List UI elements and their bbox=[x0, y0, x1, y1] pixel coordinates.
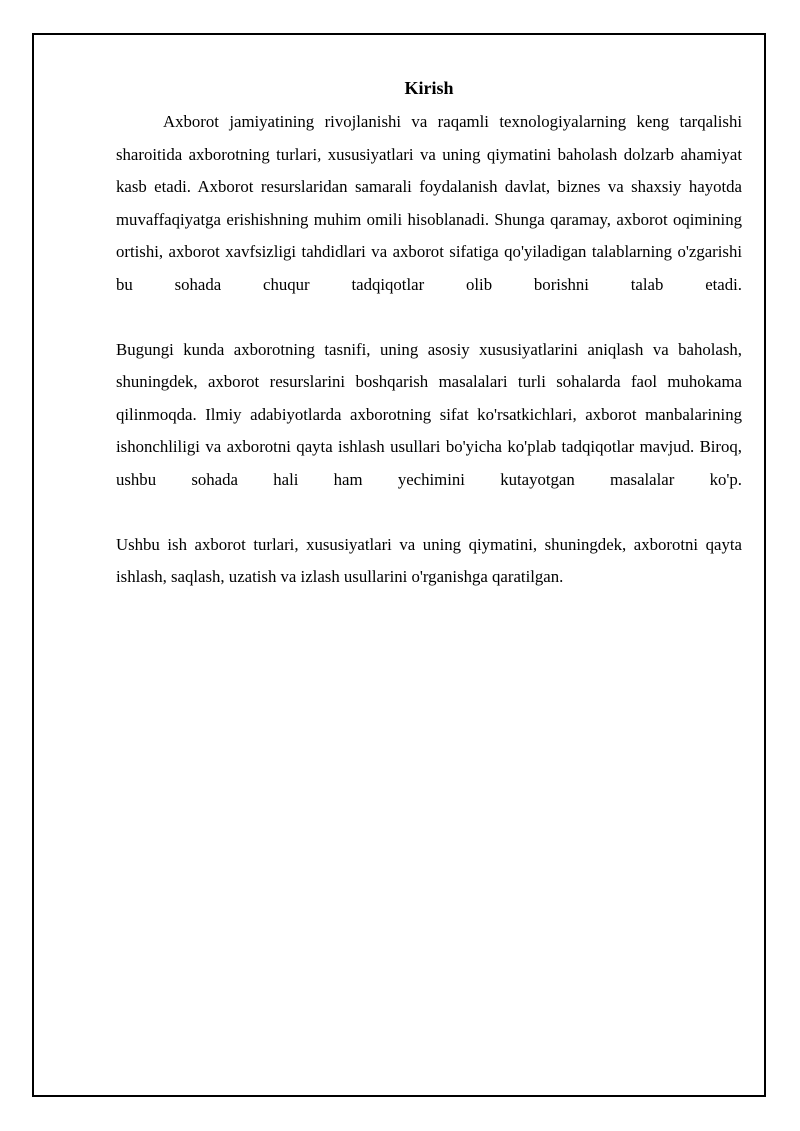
document-body bbox=[116, 74, 742, 594]
document-title: Kirish bbox=[404, 78, 454, 98]
paragraph-spacer bbox=[116, 496, 742, 529]
paragraph-spacer bbox=[116, 301, 742, 334]
paragraph-1: Axborot jamiyatining rivojlanishi va raqamli texnologiyalarning keng tarqalishi sharoitida axborotning turlari, xususiyatlari va uning qiymatini baholash dolzarb ahamiyat kasb etadi. Axborot resurslaridan samarali foydalanish davlat, biznes va shaxsiy hayotda muvaffaqiyatga erishishning muhim omili hisoblanadi. Shunga qaramay, axborot oqimining ortishi, axborot xavfsizligi tahdidlari va axborot sifatiga qo'yiladigan talablarning o'zgarishi bu sohada chuqur tadqiqotlar olib borishni talab etadi. bbox=[116, 112, 742, 294]
paragraph-3: Ushbu ish axborot turlari, xususiyatlari va uning qiymatini, shuningdek, axborotni qayta ishlash, saqlash, uzatish va izlash usullarini o'rganishga qaratilgan. bbox=[116, 534, 742, 586]
paragraph-2: Bugungi kunda axborotning tasnifi, uning asosiy xususiyatlarini aniqlash va baholash, shuningdek, axborot resurslarini boshqarish masalalari turli sohalarda faol muhokama qilinmoqda. Ilmiy adabiyotlarda axborotning sifat ko'rsatkichlari, axborot manbalarining ishonchliligi va axborotni qayta ishlash usullari bo'yicha ko'plab tadqiqotlar mavjud. Biroq, ushbu sohada hali ham yechimini kutayotgan masalalar ko'p. bbox=[116, 339, 742, 489]
